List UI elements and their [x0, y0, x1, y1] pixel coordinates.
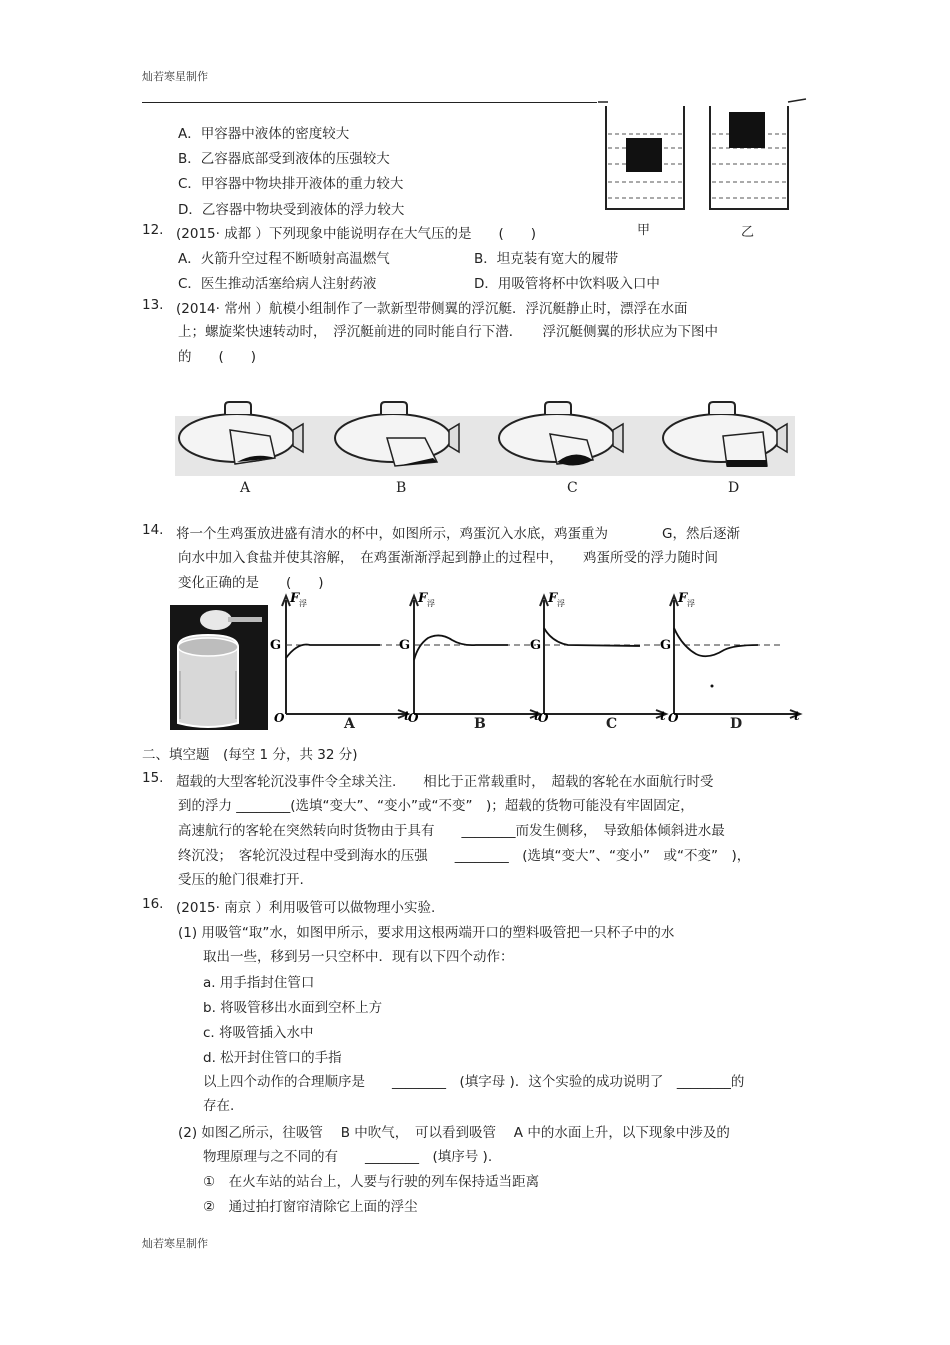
q14-number: 14.: [142, 522, 164, 538]
q14-egg-cup-photo: [170, 605, 268, 730]
q16-part1-answer-cont: 存在.: [203, 1098, 235, 1114]
q11-containers-figure: [598, 96, 813, 241]
q13-submarine-figure: [175, 400, 795, 500]
q15-line5: 受压的舱门很难打开.: [178, 872, 304, 888]
q14-label-c: C: [606, 716, 618, 732]
page-header: 灿若寒星制作: [142, 70, 208, 83]
q16-item-2: ② 通过拍打窗帘清除它上面的浮尘: [203, 1199, 418, 1215]
q16-part2-line2: 物理原理与之不同的有 ________ (填序号 ).: [203, 1149, 493, 1165]
graph-d-axis-y-sub: 浮: [687, 599, 695, 608]
graph-d-axis-x: t: [794, 709, 800, 723]
q16-step-b: b. 将吸管移出水面到空杯上方: [203, 1000, 383, 1016]
page-footer: 灿若寒星制作: [142, 1237, 208, 1250]
graph-c-axis-y-sub: 浮: [557, 599, 565, 608]
q13-label-c: C: [567, 480, 578, 496]
q11-option-c: C．甲容器中物块排开液体的重力较大: [178, 176, 404, 192]
graph-c-axis-y: F: [548, 591, 558, 606]
graph-b-origin: O: [408, 711, 419, 725]
q13-label-d: D: [728, 480, 740, 496]
q15-number: 15.: [142, 770, 164, 786]
label-yi: 乙: [741, 225, 755, 240]
graph-d-g-label: G: [660, 638, 672, 653]
graph-c: [530, 591, 666, 725]
q16-part1-line2: 取出一些，移到另一只空杯中．现有以下四个动作：: [203, 949, 514, 965]
q13-label-b: B: [396, 480, 407, 496]
q14-label-d: D: [730, 716, 743, 732]
q11-option-a: A．甲容器中液体的密度较大: [178, 126, 350, 142]
q12-option-a: A．火箭升空过程不断喷射高温燃气: [178, 251, 390, 267]
q16-item-1: ① 在火车站的站台上，人要与行驶的列车保持适当距离: [203, 1174, 540, 1190]
q14-line2: 向水中加入食盐并使其溶解， 在鸡蛋渐渐浮起到静止的过程中， 鸡蛋所受的浮力随时间: [178, 550, 718, 566]
q13-line1: (2014· 常州 ）航模小组制作了一款新型带侧翼的浮沉艇．浮沉艇静止时，漂浮在水面: [176, 301, 688, 317]
q14-line3: 变化正确的是 ( ): [178, 575, 324, 591]
graph-a: [270, 591, 410, 725]
q14-label-a: A: [344, 716, 355, 732]
section-heading: 二、填空题 (每空 1 分，共 32 分): [142, 747, 358, 763]
q12-option-c: C．医生推动活塞给病人注射药液: [178, 276, 377, 292]
graph-b-g-label: G: [399, 638, 411, 653]
q16-step-d: d. 松开封住管口的手指: [203, 1050, 342, 1066]
label-jia: 甲: [637, 223, 651, 238]
block-jia: [626, 138, 662, 172]
q15-line2: 到的浮力 ________(选填“变大”、“变小”或“不变” )；超载的货物可能没有牢固固定，: [178, 798, 694, 814]
q12-number: 12.: [142, 222, 164, 238]
graph-b-axis-x: t: [534, 709, 540, 723]
q15-line4: 终沉没； 客轮沉没过程中受到海水的压强 ________ (选填“变大”、“变小” 或“不变” )，: [178, 848, 751, 864]
q16-step-c: c. 将吸管插入水中: [203, 1025, 314, 1041]
q15-line3: 高速航行的客轮在突然转向时货物由于具有 ________而发生侧移， 导致船体倾斜进水最: [178, 823, 725, 839]
graph-a-axis-y: F: [290, 591, 300, 606]
q11-option-d: D．乙容器中物块受到液体的浮力较大: [178, 202, 405, 218]
container-yi: [710, 106, 788, 209]
graph-b-axis-y-sub: 浮: [427, 599, 435, 608]
q13-line2: 上；螺旋桨快速转动时， 浮沉艇前进的同时能自行下潜． 浮沉艇侧翼的形状应为下图中: [178, 324, 718, 340]
graph-c-g-label: G: [530, 638, 542, 653]
graph-d-origin: O: [668, 711, 679, 725]
q11-option-b: B．乙容器底部受到液体的压强较大: [178, 151, 390, 167]
q12-option-b: B．坦克装有宽大的履带: [474, 251, 619, 267]
q16-number: 16.: [142, 896, 164, 912]
container-jia: [606, 106, 684, 209]
block-yi: [729, 112, 765, 148]
header-rule: [142, 102, 597, 103]
q16-stem: (2015· 南京 ）利用吸管可以做物理小实验.: [176, 900, 436, 916]
graph-a-g-label: G: [270, 638, 282, 653]
q16-step-a: a. 用手指封住管口: [203, 975, 315, 991]
q16-part2-line1: (2) 如图乙所示，往吸管 B 中吹气， 可以看到吸管 A 中的水面上升，以下现象中涉及的: [178, 1125, 730, 1141]
graph-a-origin: O: [274, 711, 285, 725]
q13-label-a: A: [240, 480, 251, 496]
graph-d: [660, 591, 800, 725]
q15-line1: 超载的大型客轮沉没事件令全球关注. 相比于正常载重时， 超载的客轮在水面航行时受: [176, 774, 714, 790]
q16-part1-line1: (1) 用吸管“取”水，如图甲所示，要求用这根两端开口的塑料吸管把一只杯子中的水: [178, 925, 675, 941]
q13-line3: 的 ( ): [178, 349, 257, 365]
graph-a-axis-y-sub: 浮: [299, 599, 307, 608]
q12-stem: (2015· 成都 ）下列现象中能说明存在大气压的是 ( ): [176, 226, 537, 242]
q14-line1: 将一个生鸡蛋放进盛有清水的杯中，如图所示，鸡蛋沉入水底，鸡蛋重为 G，然后逐渐: [176, 526, 740, 542]
graph-b-axis-y: F: [418, 591, 428, 606]
spoon-icon: [200, 610, 232, 630]
q13-number: 13.: [142, 297, 164, 313]
q12-option-d: D．用吸管将杯中饮料吸入口中: [474, 276, 660, 292]
graph-d-axis-y: F: [678, 591, 688, 606]
graph-a-axis-x: t: [404, 709, 410, 723]
graph-c-axis-x: t: [660, 709, 666, 723]
graph-c-origin: O: [538, 711, 549, 725]
q14-label-b: B: [474, 716, 486, 732]
graph-b: [399, 591, 540, 725]
q16-part1-answer: 以上四个动作的合理顺序是 ________ (填字母 )．这个实验的成功说明了 ________的: [203, 1074, 745, 1090]
